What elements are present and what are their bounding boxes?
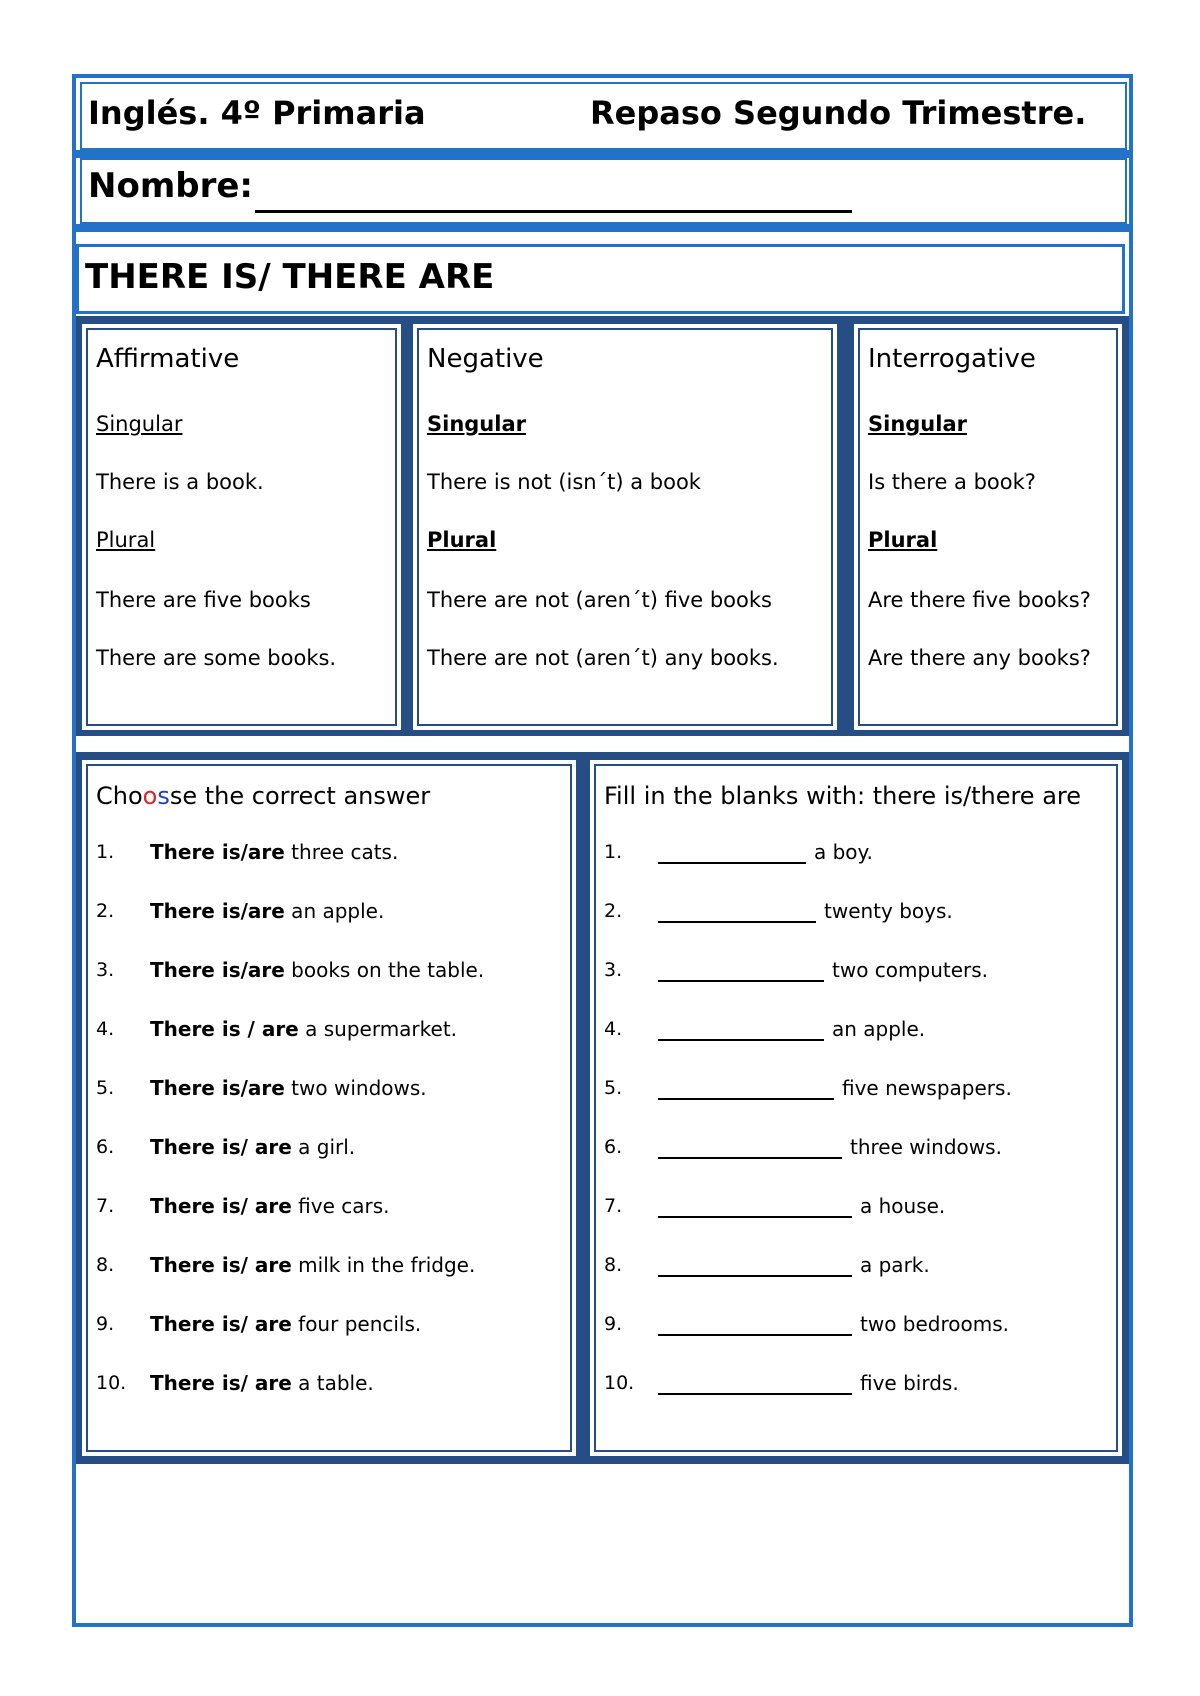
choose-item-options[interactable]: There is/are <box>150 1076 285 1100</box>
interrogative-panel <box>852 322 1124 732</box>
choose-item[interactable] <box>150 1076 427 1100</box>
choose-item-sentence: a supermarket. <box>298 1017 458 1041</box>
affirmative-plural-example-2: There are some books. <box>96 646 337 670</box>
choose-item-sentence: milk in the fridge. <box>291 1253 476 1277</box>
choose-item-number: 7. <box>96 1195 115 1217</box>
negative-heading: Negative <box>427 344 544 374</box>
fill-item-sentence: five birds. <box>860 1371 959 1395</box>
choose-item-number: 5. <box>96 1077 115 1099</box>
name-divider <box>76 224 1129 232</box>
interrogative-singular-example: Is there a book? <box>868 470 1036 494</box>
name-field-box <box>80 158 1127 224</box>
choose-item-options[interactable]: There is/ are <box>150 1194 292 1218</box>
choose-item-number: 6. <box>96 1136 115 1158</box>
choose-item-sentence: four pencils. <box>291 1312 422 1336</box>
fill-item-blank[interactable] <box>658 862 806 864</box>
fill-item-sentence: a house. <box>860 1194 946 1218</box>
choose-item-sentence: five cars. <box>291 1194 390 1218</box>
fill-exercise-panel <box>588 758 1124 1458</box>
name-blank-line[interactable] <box>255 210 852 213</box>
fill-item-number: 1. <box>604 841 623 863</box>
fill-item-number: 5. <box>604 1077 623 1099</box>
fill-item-number: 6. <box>604 1136 623 1158</box>
fill-item-blank[interactable] <box>658 1275 852 1277</box>
choose-item[interactable] <box>150 958 484 982</box>
choose-exercise-panel <box>80 758 578 1458</box>
fill-item-sentence: two computers. <box>832 958 989 982</box>
choose-item-number: 2. <box>96 900 115 922</box>
choose-item-sentence: books on the table. <box>284 958 485 982</box>
fill-item-number: 2. <box>604 900 623 922</box>
affirmative-panel <box>80 322 403 732</box>
fill-item-number: 10. <box>604 1372 635 1394</box>
topic-title: THERE IS/ THERE ARE <box>85 257 495 297</box>
name-label: Nombre: <box>88 166 254 206</box>
fill-item-blank[interactable] <box>658 921 816 923</box>
choose-item-sentence: two windows. <box>284 1076 427 1100</box>
choose-item-sentence: a table. <box>291 1371 374 1395</box>
fill-item-number: 7. <box>604 1195 623 1217</box>
choose-exercise-heading: Choosse the correct answer <box>96 782 431 810</box>
affirmative-singular-example: There is a book. <box>96 470 264 494</box>
choose-item[interactable] <box>150 1312 421 1336</box>
choose-item-number: 3. <box>96 959 115 981</box>
choose-item[interactable] <box>150 1253 475 1277</box>
choose-item-options[interactable]: There is/are <box>150 899 285 923</box>
affirmative-heading: Affirmative <box>96 344 240 374</box>
negative-plural-example-1: There are not (aren´t) five books <box>427 588 772 612</box>
negative-plural-example-2: There are not (aren´t) any books. <box>427 646 779 670</box>
affirmative-plural-label: Plural <box>96 528 156 552</box>
interrogative-plural-example-2: Are there any books? <box>868 646 1091 670</box>
interrogative-plural-example-1: Are there five books? <box>868 588 1091 612</box>
choose-item-number: 10. <box>96 1372 127 1394</box>
choose-item-number: 9. <box>96 1313 115 1335</box>
fill-item-blank[interactable] <box>658 1334 852 1336</box>
fill-exercise-heading: Fill in the blanks with: there is/there are <box>604 782 1082 810</box>
fill-item-sentence: twenty boys. <box>824 899 953 923</box>
fill-item-blank[interactable] <box>658 1039 824 1041</box>
negative-plural-label: Plural <box>427 528 497 552</box>
choose-item[interactable] <box>150 1135 355 1159</box>
header-divider <box>76 150 1129 158</box>
fill-item-blank[interactable] <box>658 980 824 982</box>
fill-item-number: 3. <box>604 959 623 981</box>
choose-item[interactable] <box>150 840 398 864</box>
choose-item-number: 4. <box>96 1018 115 1040</box>
fill-item-number: 8. <box>604 1254 623 1276</box>
worksheet-header <box>80 82 1127 150</box>
choose-item-options[interactable]: There is/ are <box>150 1312 292 1336</box>
choose-item-number: 8. <box>96 1254 115 1276</box>
choose-item-options[interactable]: There is/are <box>150 958 285 982</box>
affirmative-singular-label: Singular <box>96 412 183 436</box>
affirmative-plural-example-1: There are five books <box>96 588 311 612</box>
choose-item-sentence: three cats. <box>284 840 399 864</box>
review-title: Repaso Segundo Trimestre. <box>590 94 1087 132</box>
interrogative-heading: Interrogative <box>868 344 1036 374</box>
fill-item-blank[interactable] <box>658 1098 834 1100</box>
choose-item-options[interactable]: There is/ are <box>150 1253 292 1277</box>
fill-item-blank[interactable] <box>658 1393 852 1395</box>
choose-item[interactable] <box>150 1371 374 1395</box>
choose-item-options[interactable]: There is/ are <box>150 1371 292 1395</box>
choose-item-number: 1. <box>96 841 115 863</box>
fill-item-sentence: a boy. <box>814 840 873 864</box>
choose-item-sentence: a girl. <box>291 1135 356 1159</box>
choose-item[interactable] <box>150 1194 390 1218</box>
interrogative-plural-label: Plural <box>868 528 938 552</box>
fill-item-sentence: an apple. <box>832 1017 926 1041</box>
fill-item-number: 9. <box>604 1313 623 1335</box>
fill-item-sentence: five newspapers. <box>842 1076 1012 1100</box>
fill-item-sentence: two bedrooms. <box>860 1312 1010 1336</box>
fill-item-blank[interactable] <box>658 1157 842 1159</box>
fill-item-blank[interactable] <box>658 1216 852 1218</box>
choose-item-options[interactable]: There is/ are <box>150 1135 292 1159</box>
choose-item-sentence: an apple. <box>284 899 385 923</box>
choose-item-options[interactable]: There is/are <box>150 840 285 864</box>
subject-title: Inglés. 4º Primaria <box>88 94 426 132</box>
fill-item-sentence: three windows. <box>850 1135 1002 1159</box>
topic-box <box>76 244 1125 314</box>
choose-item[interactable] <box>150 899 384 923</box>
choose-item-options[interactable]: There is / are <box>150 1017 299 1041</box>
interrogative-singular-label: Singular <box>868 412 967 436</box>
choose-item[interactable] <box>150 1017 457 1041</box>
fill-item-sentence: a park. <box>860 1253 930 1277</box>
fill-item-number: 4. <box>604 1018 623 1040</box>
negative-singular-example: There is not (isn´t) a book <box>427 470 701 494</box>
negative-singular-label: Singular <box>427 412 526 436</box>
negative-panel <box>411 322 839 732</box>
